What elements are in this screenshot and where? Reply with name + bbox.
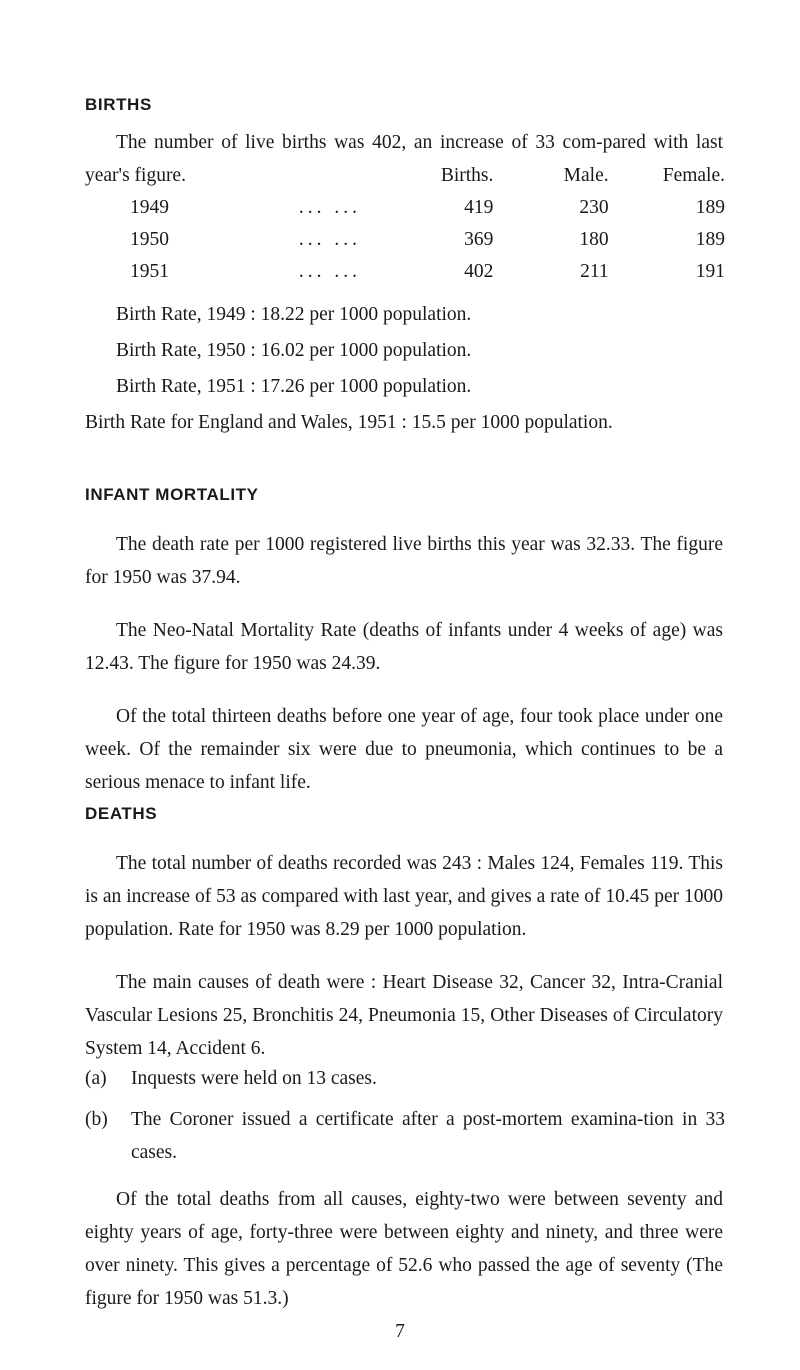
births-intro: The number of live births was 402, an increase of 33 com-pared with last year's figure. bbox=[85, 132, 723, 186]
birth-rate-1951: Birth Rate, 1951 : 17.26 per 1000 population. bbox=[116, 376, 472, 397]
deaths-heading: DEATHS bbox=[85, 804, 158, 823]
row-year: 1951 bbox=[130, 261, 169, 283]
deaths-para-2: The main causes of death were : Heart Disease 32, Cancer 32, Intra-Cranial Vascular Lesions 25, Bronchitis 24, Pneumonia 15, Other Diseases of Circulatory System 14, Accident 6. bbox=[85, 972, 723, 1059]
row-male: 211 bbox=[580, 261, 609, 283]
item-text: Inquests were held on 13 cases. bbox=[131, 1068, 377, 1089]
row-female: 189 bbox=[695, 197, 725, 219]
table-row bbox=[85, 224, 725, 256]
row-dots: ... ... bbox=[298, 261, 362, 283]
item-text: The Coroner issued a certificate after a post-mortem examina-tion in 33 cases. bbox=[131, 1109, 725, 1163]
birth-rate-1949: Birth Rate, 1949 : 18.22 per 1000 population. bbox=[116, 304, 472, 325]
row-births: 369 bbox=[464, 229, 494, 251]
births-heading: BIRTHS bbox=[85, 95, 152, 114]
deaths-item-a bbox=[85, 1062, 725, 1095]
header-spacer bbox=[273, 160, 387, 192]
item-label: (b) bbox=[85, 1109, 108, 1130]
deaths-para-1: The total number of deaths recorded was 243 : Males 124, Females 119. This is an increase of 53 as compared with last year, and gives a rate of 10.45 per 1000 population. Rate for 1950 was 8.29 per 1000 population. bbox=[85, 853, 723, 940]
table-row bbox=[85, 256, 725, 288]
row-female: 189 bbox=[695, 229, 725, 251]
infant-mortality-para-1: The death rate per 1000 registered live births this year was 32.33. The figure for 1950 was 37.94. bbox=[85, 534, 723, 588]
page-number: 7 bbox=[395, 1321, 405, 1342]
table-row bbox=[85, 192, 725, 224]
row-male: 180 bbox=[579, 229, 609, 251]
infant-mortality-heading: INFANT MORTALITY bbox=[85, 485, 259, 504]
births-table-header bbox=[85, 160, 725, 192]
infant-mortality-para-2: The Neo-Natal Mortality Rate (deaths of infants under 4 weeks of age) was 12.43. The figure for 1950 was 24.39. bbox=[85, 620, 723, 674]
header-births: Births. bbox=[440, 165, 494, 187]
row-births: 419 bbox=[464, 197, 494, 219]
infant-mortality-para-3: Of the total thirteen deaths before one year of age, four took place under one week. Of the remainder six were due to pneumonia, which continues to be a serious menace to infant life. bbox=[85, 706, 723, 793]
row-dots: ... ... bbox=[298, 197, 362, 219]
births-table bbox=[85, 160, 725, 288]
deaths-item-b bbox=[85, 1103, 725, 1169]
birth-rate-england-wales: Birth Rate for England and Wales, 1951 : 15.5 per 1000 population. bbox=[85, 412, 613, 433]
header-female: Female. bbox=[662, 165, 725, 187]
row-dots: ... ... bbox=[298, 229, 362, 251]
header-year bbox=[85, 160, 273, 192]
birth-rate-1950: Birth Rate, 1950 : 16.02 per 1000 population. bbox=[116, 340, 472, 361]
row-female: 191 bbox=[695, 261, 725, 283]
row-male: 230 bbox=[579, 197, 609, 219]
row-births: 402 bbox=[464, 261, 494, 283]
row-year: 1949 bbox=[130, 197, 169, 219]
deaths-closing-para: Of the total deaths from all causes, eighty-two were between seventy and eighty years of age, forty-three were between eighty and ninety, and three were over ninety. This gives a percentage of 52.6 who passed the age of seventy (The figure for 1950 was 51.3.) bbox=[85, 1189, 723, 1309]
row-year: 1950 bbox=[130, 229, 169, 251]
header-male: Male. bbox=[563, 165, 609, 187]
item-label: (a) bbox=[85, 1068, 107, 1089]
